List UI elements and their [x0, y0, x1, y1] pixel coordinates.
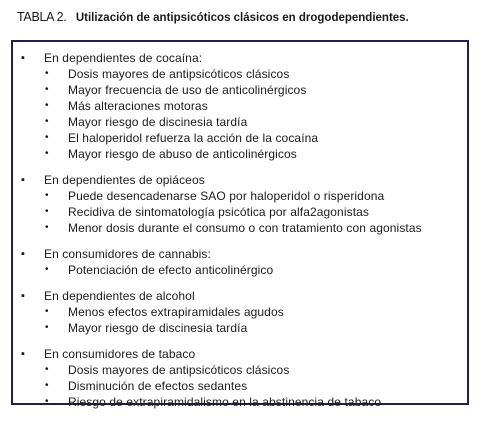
list-item	[13, 82, 467, 98]
group-heading: En dependientes de opiáceos	[44, 173, 205, 187]
group-heading: En consumidores de cannabis:	[44, 247, 211, 261]
group-heading: En dependientes de alcohol	[44, 289, 195, 303]
list-item	[13, 98, 467, 114]
list-item	[13, 114, 467, 130]
bullet-icon: •	[45, 148, 49, 159]
group-2	[13, 246, 467, 278]
list-item	[13, 130, 467, 146]
bullet-icon: •	[45, 380, 49, 391]
group-0	[13, 50, 467, 162]
list-item-text: Más alteraciones motoras	[68, 99, 208, 113]
list-item	[13, 394, 467, 410]
group-heading-row	[13, 246, 467, 262]
bullet-icon: •	[45, 364, 49, 375]
list-item-text: Mayor riesgo de abuso de anticolinérgicos	[68, 147, 297, 161]
group-heading-row	[13, 346, 467, 362]
list-item-text: Mayor riesgo de discinesia tardía	[68, 115, 248, 129]
bullet-icon: •	[45, 116, 49, 127]
bullet-icon: •	[45, 68, 49, 79]
list-item	[13, 146, 467, 162]
bullet-icon: •	[45, 206, 49, 217]
list-item	[13, 204, 467, 220]
list-item	[13, 188, 467, 204]
square-bullet-icon: ▪	[21, 348, 25, 360]
group-heading-row	[13, 288, 467, 304]
bullet-icon: •	[45, 190, 49, 201]
bullet-icon: •	[45, 222, 49, 233]
table-frame	[11, 40, 469, 409]
list-item-text: Menos efectos extrapiramidales agudos	[68, 305, 284, 319]
list-item-text: Potenciación de efecto anticolinérgico	[68, 263, 274, 277]
list-item	[13, 66, 467, 82]
square-bullet-icon: ▪	[21, 248, 25, 260]
bullet-icon: •	[45, 100, 49, 111]
list-item-text: Recidiva de sintomatología psicótica por alfa2agonistas	[68, 205, 370, 219]
square-bullet-icon: ▪	[21, 174, 25, 186]
list-item-text: Dosis mayores de antipsicóticos clásicos	[68, 363, 290, 377]
bullet-icon: •	[45, 396, 49, 407]
group-heading-row	[13, 50, 467, 66]
list-item	[13, 378, 467, 394]
square-bullet-icon: ▪	[21, 290, 25, 302]
list-item-text: Disminución de efectos sedantes	[68, 379, 248, 393]
list-item-text: Dosis mayores de antipsicóticos clásicos	[68, 67, 290, 81]
group-1	[13, 172, 467, 236]
list-item	[13, 362, 467, 378]
bullet-icon: •	[45, 306, 49, 317]
list-item-text: Mayor riesgo de discinesia tardía	[68, 321, 248, 335]
group-heading: En dependientes de cocaína:	[44, 51, 203, 65]
bullet-icon: •	[45, 264, 49, 275]
list-item	[13, 304, 467, 320]
list-item-text: Mayor frecuencia de uso de anticolinérgicos	[68, 83, 307, 97]
list-item	[13, 220, 467, 236]
bullet-icon: •	[45, 132, 49, 143]
list-item	[13, 262, 467, 278]
list-item-text: El haloperidol refuerza la acción de la cocaína	[68, 131, 319, 145]
square-bullet-icon: ▪	[21, 52, 25, 64]
bullet-icon: •	[45, 322, 49, 333]
list-item-text: Puede desencadenarse SAO por haloperidol o risperidona	[68, 189, 385, 203]
list-item-text: Riesgo de extrapiramidalismo en la abstinencia de tabaco	[68, 395, 382, 409]
group-4	[13, 346, 467, 410]
group-list	[13, 50, 467, 420]
group-heading: En consumidores de tabaco	[44, 347, 196, 361]
group-heading-row	[13, 172, 467, 188]
group-3	[13, 288, 467, 336]
table-caption	[17, 9, 409, 26]
table-label: TABLA 2.	[17, 10, 67, 24]
table-title: Utilización de antipsicóticos clásicos en drogodependientes.	[75, 12, 409, 24]
list-item-text: Menor dosis durante el consumo o con tratamiento con agonistas	[68, 221, 422, 235]
list-item	[13, 320, 467, 336]
bullet-icon: •	[45, 84, 49, 95]
